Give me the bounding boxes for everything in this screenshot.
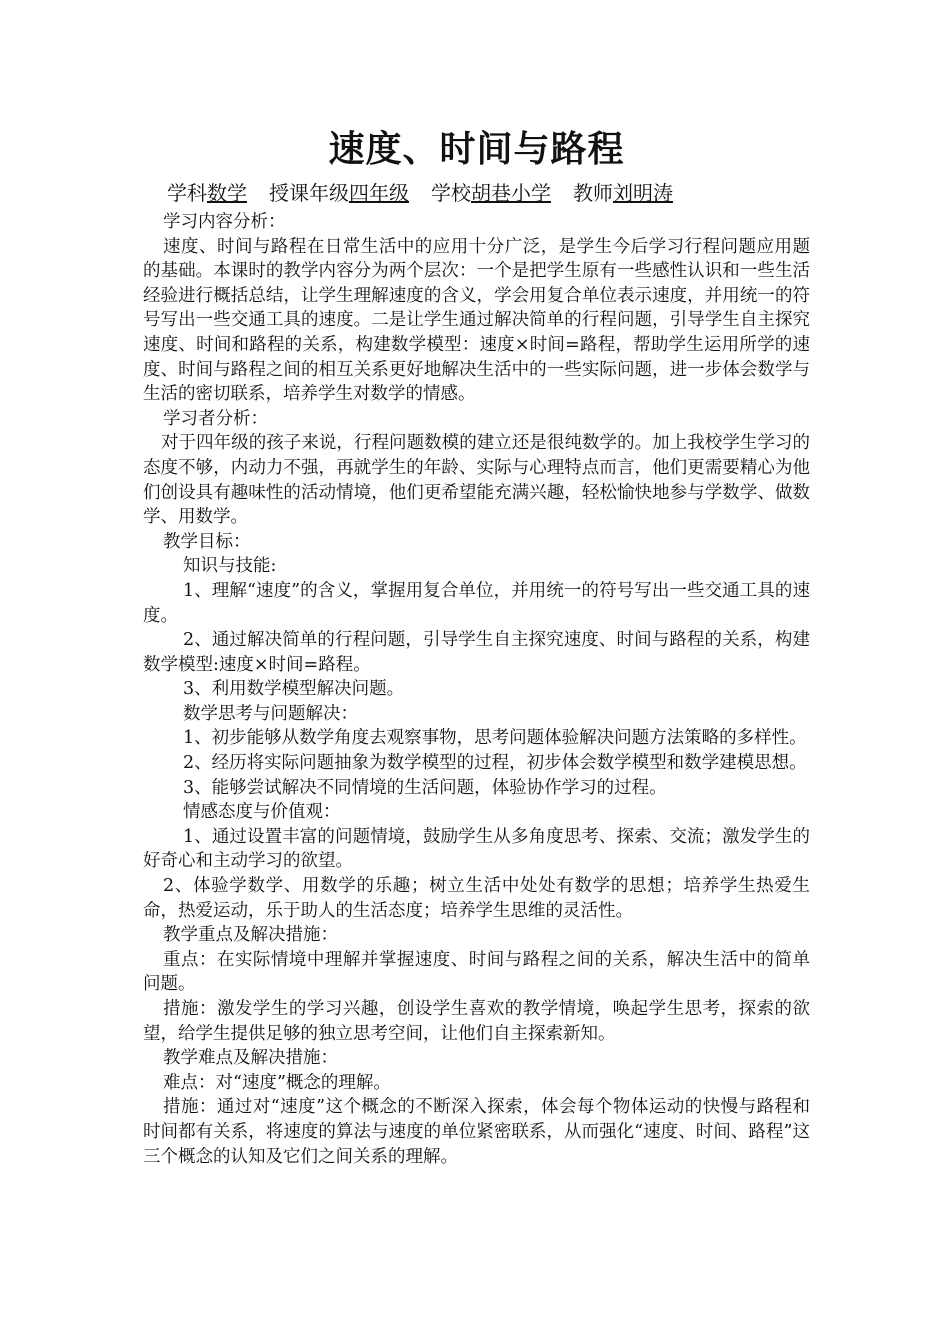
paragraph-key-measures: 措施：激发学生的学习兴趣，创设学生喜欢的教学情境，唤起学生思考，探索的欲望，给学生提供足够的独立思考空间，让他们自主探索新知。: [143, 999, 810, 1044]
list-item: 1、初步能够从数学角度去观察事物，思考问题体验解决问题方法策略的多样性。: [183, 728, 807, 749]
school-value: 胡巷小学: [471, 181, 551, 205]
teacher-value: 刘明涛: [613, 181, 673, 205]
school-label: 学校: [431, 181, 471, 205]
list-item: 3、能够尝试解决不同情境的生活问题，体验协作学习的过程。: [183, 777, 667, 798]
list-item: 2、体验学数学、用数学的乐趣；树立生活中处处有数学的思想；培养学生热爱生命，热爱运动，乐于助人的生活态度；培养学生思维的灵活性。: [143, 876, 810, 921]
list-item: 3、利用数学模型解决问题。: [183, 679, 405, 700]
section-heading-difficulties: 教学难点及解决措施：: [163, 1048, 338, 1069]
paragraph-learner-analysis: 对于四年级的孩子来说，行程问题数模的建立还是很纯数学的。加上我校学生学习的态度不够，内动力不强，再就学生的年龄、实际与心理特点而言，他们更需要精心为他们创设具有趣味性的活动情境，他们更希望能充满兴趣，轻松愉快地参与学数学、做数学、用数学。: [143, 433, 810, 528]
subheading-math-thinking: 数学思考与问题解决：: [183, 703, 358, 724]
section-heading-key-points: 教学重点及解决措施：: [163, 925, 338, 946]
section-heading-learner-analysis: 学习者分析：: [163, 408, 268, 429]
paragraph-key-point: 重点：在实际情境中理解并掌握速度、时间与路程之间的关系，解决生活中的简单问题。: [143, 949, 810, 995]
document-page: [143, 122, 810, 1169]
grade-value: 四年级: [349, 181, 409, 205]
grade-label: 授课年级: [269, 181, 349, 205]
paragraph-difficulty: 难点：对“速度”概念的理解。: [163, 1072, 391, 1093]
subject-value: 数学: [207, 181, 247, 205]
paragraph-difficulty-measures: 措施：通过对“速度”这个概念的不断深入探索，体会每个物体运动的快慢与路程和时间都有关系，将速度的算法与速度的单位紧密联系，从而强化“速度、时间、路程”这三个概念的认知及它们之间关系的理解。: [143, 1097, 810, 1167]
teacher-label: 教师: [573, 181, 613, 205]
lesson-meta: [143, 176, 810, 210]
subheading-knowledge-skills: 知识与技能:: [183, 556, 277, 577]
paragraph-content-analysis: 速度、时间与路程在日常生活中的应用十分广泛，是学生今后学习行程问题应用题的基础。本课时的教学内容分为两个层次：一个是把学生原有一些感性认识和一些生活经验进行概括总结，让学生理解速度的含义，学会用复合单位表示速度，并用统一的符号写出一些交通工具的速度。二是让学生通过解决简单的行程问题，引导学生自主探究速度、时间和路程的关系，构建数学模型：速度×时间=路程，帮助学生运用所学的速度、时间与路程之间的相互关系更好地解决生活中的一些实际问题，进一步体会数学与生活的密切联系，培养学生对数学的情感。: [143, 236, 810, 405]
document-title: 速度、时间与路程: [328, 128, 625, 170]
subject-label: 学科: [167, 181, 207, 205]
section-heading-teaching-goals: 教学目标：: [163, 531, 251, 552]
list-item: 1、通过设置丰富的问题情境，鼓励学生从多角度思考、探索、交流；激发学生的好奇心和主动学习的欲望。: [143, 826, 810, 872]
list-item: 2、通过解决简单的行程问题，引导学生自主探究速度、时间与路程的关系，构建数学模型:速度×时间=路程。: [143, 630, 810, 675]
subheading-attitude-values: 情感态度与价值观：: [183, 802, 341, 823]
list-item: 2、经历将实际问题抽象为数学模型的过程，初步体会数学模型和数学建模思想。: [183, 753, 807, 774]
section-heading-content-analysis: 学习内容分析：: [163, 212, 286, 232]
list-item: 1、理解“速度”的含义，掌握用复合单位，并用统一的符号写出一些交通工具的速度。: [143, 580, 810, 626]
